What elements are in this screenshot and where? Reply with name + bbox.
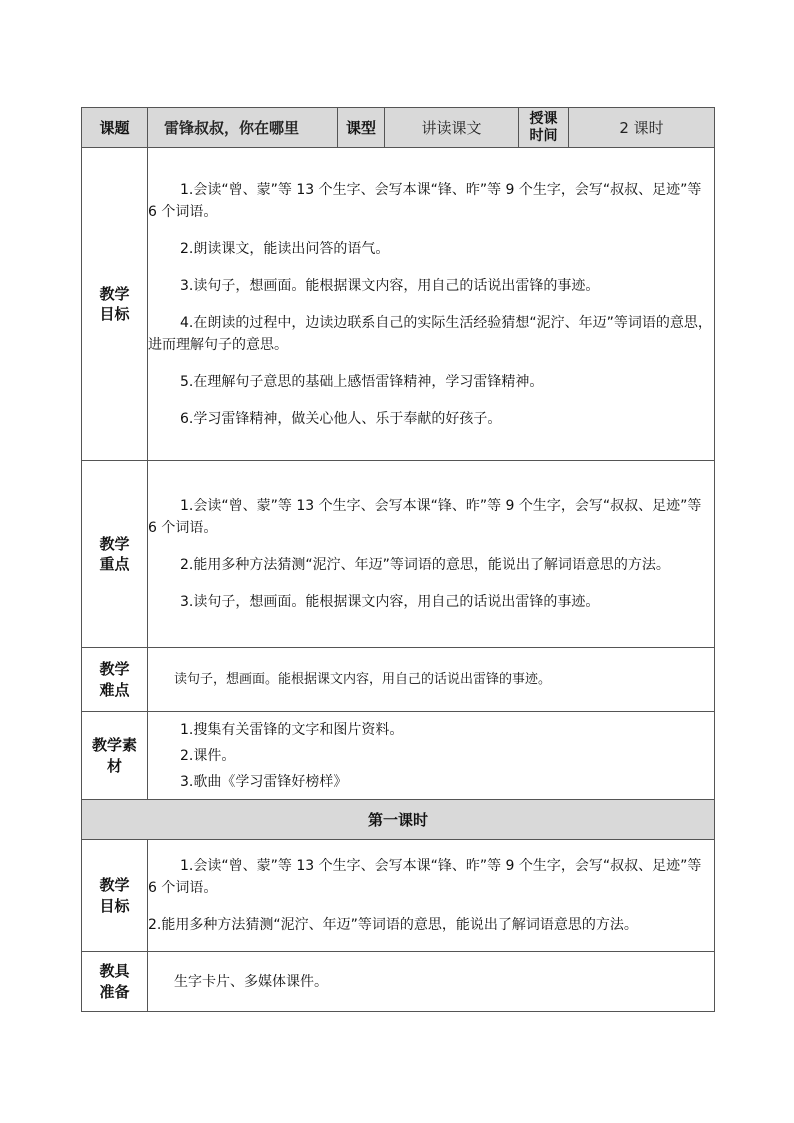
objective-item: 6.学习雷锋精神，做关心他人、乐于奉献的好孩子。	[180, 410, 502, 427]
key-points-label	[82, 461, 148, 648]
objective-item: 3.读句子，想画面。能根据课文内容，用自己的话说出雷锋的事迹。	[180, 277, 600, 294]
teaching-aids-label	[82, 952, 148, 1012]
materials-content	[148, 712, 715, 800]
objective-item: 4.在朗读的过程中，边读边联系自己的实际生活经验猜想“泥泞、年迈”等词语的意思，进而理解句子的意思。	[148, 314, 712, 353]
first-lesson-objectives-row	[82, 840, 715, 952]
difficulties-text: 读句子，想画面。能根据课文内容，用自己的话说出雷锋的事迹。	[174, 671, 552, 687]
materials-row	[82, 712, 715, 800]
key-points-label-line2: 重点	[99, 555, 130, 573]
key-point-item: 2.能用多种方法猜测“泥泞、年迈”等词语的意思，能说出了解词语意思的方法。	[180, 557, 670, 573]
topic-value: 雷锋叔叔，你在哪里	[148, 108, 338, 148]
difficulties-label	[82, 648, 148, 712]
difficulties-row	[82, 648, 715, 712]
type-value: 讲读课文	[385, 108, 519, 148]
objective-item: 5.在理解句子意思的基础上感悟雷锋精神，学习雷锋精神。	[180, 373, 544, 390]
materials-label	[82, 712, 148, 800]
key-points-content	[148, 461, 715, 648]
header-row	[82, 108, 715, 148]
key-point-item: 1.会读“曾、蒙”等 13 个生字、会写本课“锋、昨”等 9 个生字，会写“叔叔、足迹”等 6 个词语。	[148, 498, 702, 536]
objective-item: 2.朗读课文，能读出问答的语气。	[180, 240, 390, 257]
teaching-aids-row	[82, 952, 715, 1012]
objectives-row	[82, 148, 715, 461]
difficulties-label-line2: 难点	[99, 680, 130, 699]
materials-label-line2: 材	[106, 756, 122, 775]
time-label-line2: 时间	[529, 127, 558, 144]
material-item: 1.搜集有关雷锋的文字和图片资料。	[180, 721, 404, 738]
objectives-label-line1: 教学	[99, 284, 130, 303]
first-lesson-objectives-content	[148, 840, 715, 952]
difficulties-label-line1: 教学	[99, 660, 130, 679]
type-label: 课型	[338, 108, 385, 148]
first-lesson-objective-item: 2.能用多种方法猜测“泥泞、年迈”等词语的意思，能说出了解词语意思的方法。	[148, 917, 638, 933]
time-label-line1: 授课	[529, 110, 558, 127]
topic-label: 课题	[82, 108, 148, 148]
key-point-item: 3.读句子，想画面。能根据课文内容，用自己的话说出雷锋的事迹。	[180, 594, 600, 610]
teaching-aids-text: 生字卡片、多媒体课件。	[174, 973, 328, 990]
first-lesson-objectives-label-line2: 目标	[99, 896, 130, 915]
objective-item: 1.会读“曾、蒙”等 13 个生字、会写本课“锋、昨”等 9 个生字，会写“叔叔、足迹”等 6 个词语。	[148, 181, 702, 220]
teaching-aids-content	[148, 952, 715, 1012]
lesson-plan-table	[81, 107, 715, 1012]
difficulties-content	[148, 648, 715, 712]
first-lesson-objective-item: 1.会读“曾、蒙”等 13 个生字、会写本课“锋、昨”等 9 个生字，会写“叔叔、足迹”等 6 个词语。	[148, 858, 702, 896]
objectives-label-line2: 目标	[99, 305, 130, 323]
objectives-label	[82, 148, 148, 461]
key-points-label-line1: 教学	[99, 534, 130, 553]
time-value: 2 课时	[569, 108, 715, 148]
materials-label-line1: 教学素	[91, 736, 137, 755]
material-item: 2.课件。	[180, 747, 236, 764]
material-item: 3.歌曲《学习雷锋好榜样》	[180, 773, 348, 790]
first-lesson-objectives-label-line1: 教学	[99, 876, 130, 895]
key-points-row	[82, 461, 715, 648]
teaching-aids-label-line2: 准备	[99, 982, 130, 1001]
first-lesson-title: 第一课时	[82, 800, 715, 840]
first-lesson-objectives-label	[82, 840, 148, 952]
time-label	[519, 108, 569, 148]
objectives-content	[148, 148, 715, 461]
teaching-aids-label-line1: 教具	[99, 962, 130, 981]
first-lesson-header-row	[82, 800, 715, 840]
